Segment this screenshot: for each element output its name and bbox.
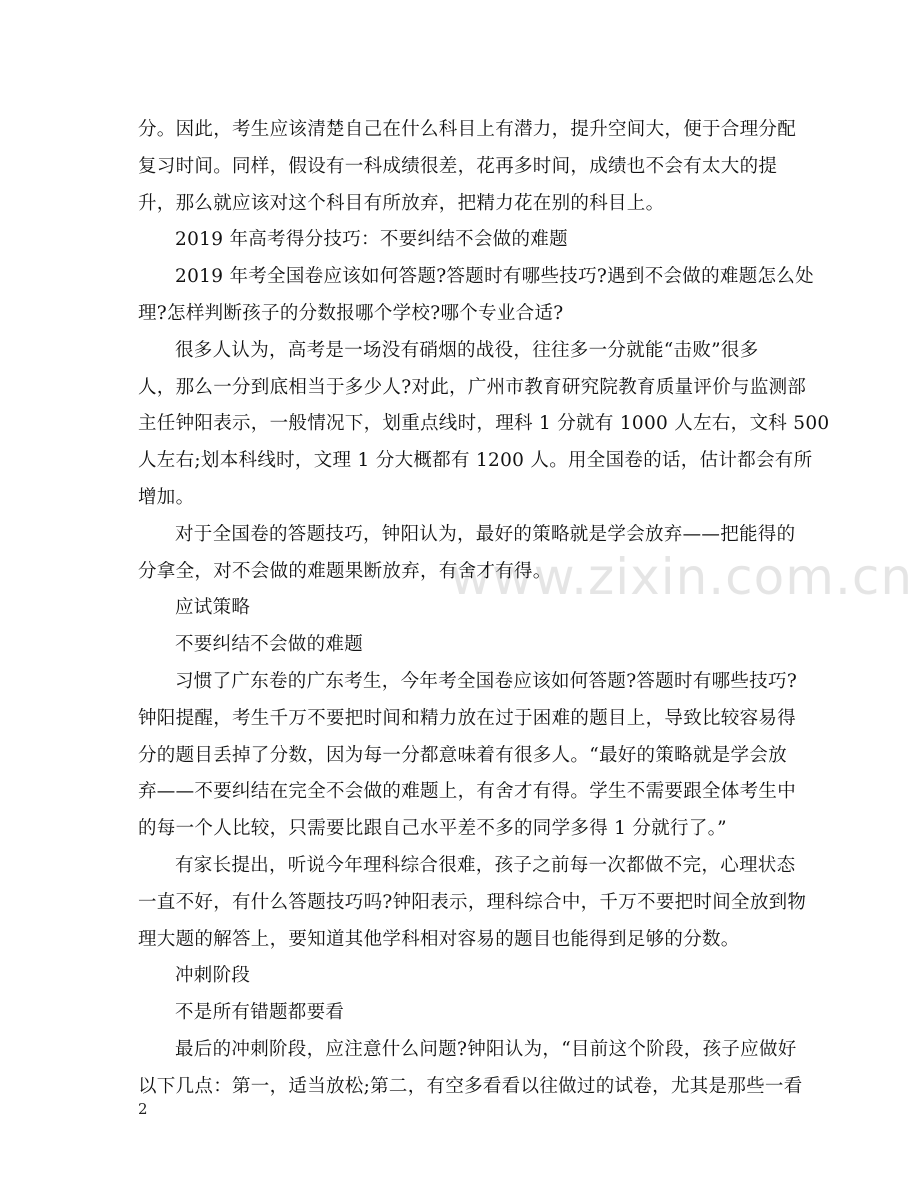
section-heading: 2019 年高考得分技巧：不要纠结不会做的难题 bbox=[175, 229, 568, 251]
subsection-heading: 不是所有错题都要看 bbox=[175, 1002, 345, 1024]
watermark: www.zixin.com.cn bbox=[450, 548, 914, 606]
text-line: 有家长提出，听说今年理科综合很难，孩子之前每一次都做不完，心理状态 bbox=[175, 854, 796, 876]
text-line: 理大题的解答上，要知道其他学科相对容易的题目也能得到足够的分数。 bbox=[138, 928, 740, 950]
section-heading: 应试策略 bbox=[175, 597, 251, 619]
text-line: 理?怎样判断孩子的分数报哪个学校?哪个专业合适? bbox=[138, 302, 564, 324]
body-text bbox=[138, 112, 830, 1106]
text-line: 复习时间。同样，假设有一科成绩很差，花再多时间，成绩也不会有太大的提 bbox=[138, 155, 778, 177]
subsection-heading: 不要纠结不会做的难题 bbox=[175, 634, 364, 656]
text-line: 人，那么一分到底相当于多少人?对此，广州市教育研究院教育质量评价与监测部 bbox=[138, 376, 807, 398]
text-line: 习惯了广东卷的广东考生，今年考全国卷应该如何答题?答题时有哪些技巧? bbox=[175, 670, 798, 692]
text-line: 主任钟阳表示，一般情况下，划重点线时，理科 1 分就有 1000 人左右，文科 500 bbox=[138, 413, 830, 435]
text-line: 对于全国卷的答题技巧，钟阳认为，最好的策略就是学会放弃——把能得的 bbox=[175, 523, 796, 545]
text-line: 弃——不要纠结在完全不会做的难题上，有舍才有得。学生不需要跟全体考生中 bbox=[138, 781, 797, 803]
text-line: 2019 年考全国卷应该如何答题?答题时有哪些技巧?遇到不会做的难题怎么处 bbox=[175, 266, 814, 288]
text-line: 钟阳提醒，考生千万不要把时间和精力放在过于困难的题目上，导致比较容易得 bbox=[138, 707, 797, 729]
text-line: 很多人认为，高考是一场没有硝烟的战役，往往多一分就能“击败”很多 bbox=[175, 339, 759, 361]
text-line: 人左右;划本科线时，文理 1 分大概都有 1200 人。用全国卷的话，估计都会有所 bbox=[138, 450, 813, 472]
text-line: 分的题目丢掉了分数，因为每一分都意味着有很多人。“最好的策略就是学会放 bbox=[138, 744, 787, 766]
text-line: 分拿全，对不会做的难题果断放弃，有舍才有得。 bbox=[138, 560, 552, 582]
text-line: 的每一个人比较，只需要比跟自己水平差不多的同学多得 1 分就行了。” bbox=[138, 818, 727, 840]
text-line: 最后的冲刺阶段，应注意什么问题?钟阳认为，“目前这个阶段，孩子应做好 bbox=[175, 1038, 797, 1060]
text-line: 分。因此，考生应该清楚自己在什么科目上有潜力，提升空间大，便于合理分配 bbox=[138, 119, 797, 140]
text-line: 增加。 bbox=[138, 486, 195, 508]
text-line: 一直不好，有什么答题技巧吗?钟阳表示，理科综合中，千万不要把时间全放到物 bbox=[138, 891, 807, 913]
text-line: 以下几点：第一，适当放松;第二，有空多看看以往做过的试卷，尤其是那些一看 bbox=[138, 1075, 803, 1097]
text-line: 升，那么就应该对这个科目有所放弃，把精力花在别的科目上。 bbox=[138, 192, 665, 214]
page-number: 2 bbox=[138, 1100, 148, 1118]
section-heading: 冲刺阶段 bbox=[175, 965, 251, 987]
